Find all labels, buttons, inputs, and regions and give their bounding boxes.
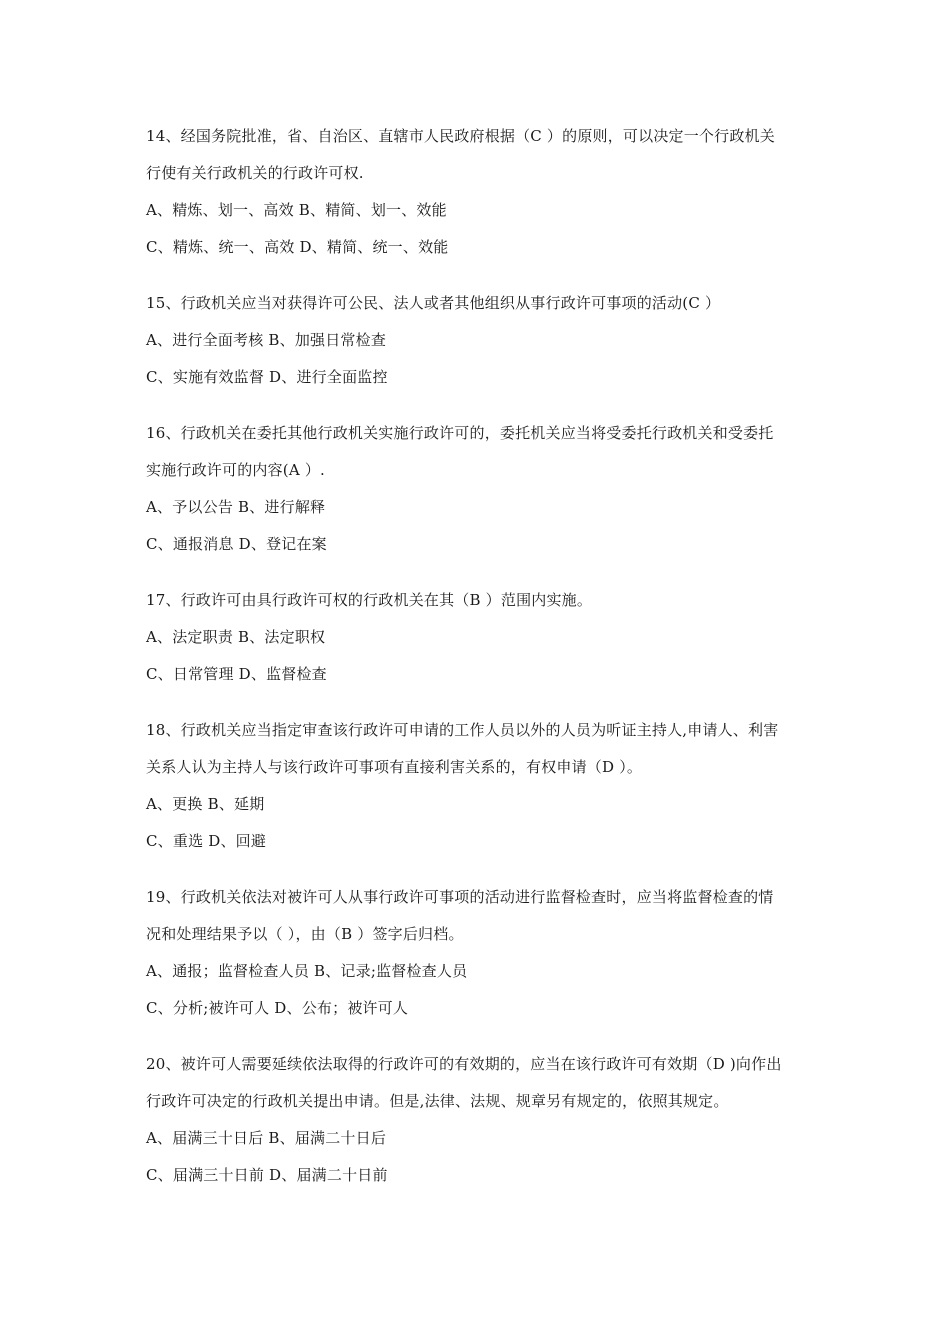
answer-options-line: A、更换 B、延期 xyxy=(146,795,265,813)
question-16 xyxy=(146,415,816,563)
question-text-line: 18、行政机关应当指定审查该行政许可申请的工作人员以外的人员为听证主持人,申请人、利害 xyxy=(146,721,779,739)
answer-options-line: A、届满三十日后 B、届满二十日后 xyxy=(146,1129,387,1147)
answer-options-line: A、予以公告 B、进行解释 xyxy=(146,498,326,516)
question-text-line: 15、行政机关应当对获得许可公民、法人或者其他组织从事行政许可事项的活动(C ） xyxy=(146,294,721,312)
question-text-line: 实施行政许可的内容(A ）. xyxy=(146,461,326,479)
question-20 xyxy=(146,1046,816,1194)
answer-options-line: A、进行全面考核 B、加强日常检查 xyxy=(146,331,387,349)
question-text-line: 20、被许可人需要延续依法取得的行政许可的有效期的，应当在该行政许可有效期（D )向作出 xyxy=(146,1055,782,1073)
question-15 xyxy=(146,285,816,396)
answer-options-line: C、实施有效监督 D、进行全面监控 xyxy=(146,368,388,386)
answer-options-line: C、分析;被许可人 D、公布；被许可人 xyxy=(146,999,409,1017)
question-text-line: 行政许可决定的行政机关提出申请。但是,法律、法规、规章另有规定的，依照其规定。 xyxy=(146,1092,729,1110)
answer-options-line: A、通报；监督检查人员 B、记录;监督检查人员 xyxy=(146,962,468,980)
answer-options-line: C、精炼、统一、高效 D、精简、统一、效能 xyxy=(146,238,449,256)
answer-options-line: C、通报消息 D、登记在案 xyxy=(146,535,327,553)
answer-options-line: A、法定职责 B、法定职权 xyxy=(146,628,326,646)
question-text-line: 行使有关行政机关的行政许可权. xyxy=(146,164,364,182)
question-text-line: 关系人认为主持人与该行政许可事项有直接利害关系的，有权申请（D ）。 xyxy=(146,758,643,776)
question-text-line: 况和处理结果予以（ ），由（B ）签字后归档。 xyxy=(146,925,464,943)
question-17 xyxy=(146,582,816,693)
answer-options-line: C、日常管理 D、监督检查 xyxy=(146,665,327,683)
question-19 xyxy=(146,879,816,1027)
question-18 xyxy=(146,712,816,860)
question-text-line: 19、行政机关依法对被许可人从事行政许可事项的活动进行监督检查时，应当将监督检查的情 xyxy=(146,888,774,906)
question-text-line: 17、行政许可由具行政许可权的行政机关在其（B ）范围内实施。 xyxy=(146,591,593,609)
answer-options-line: C、重选 D、回避 xyxy=(146,832,267,850)
question-14 xyxy=(146,118,816,266)
answer-options-line: A、精炼、划一、高效 B、精简、划一、效能 xyxy=(146,201,447,219)
answer-options-line: C、届满三十日前 D、届满二十日前 xyxy=(146,1166,388,1184)
question-text-line: 16、行政机关在委托其他行政机关实施行政许可的，委托机关应当将受委托行政机关和受委托 xyxy=(146,424,774,442)
question-text-line: 14、经国务院批准，省、自治区、直辖市人民政府根据（C ）的原则，可以决定一个行政机关 xyxy=(146,127,775,145)
